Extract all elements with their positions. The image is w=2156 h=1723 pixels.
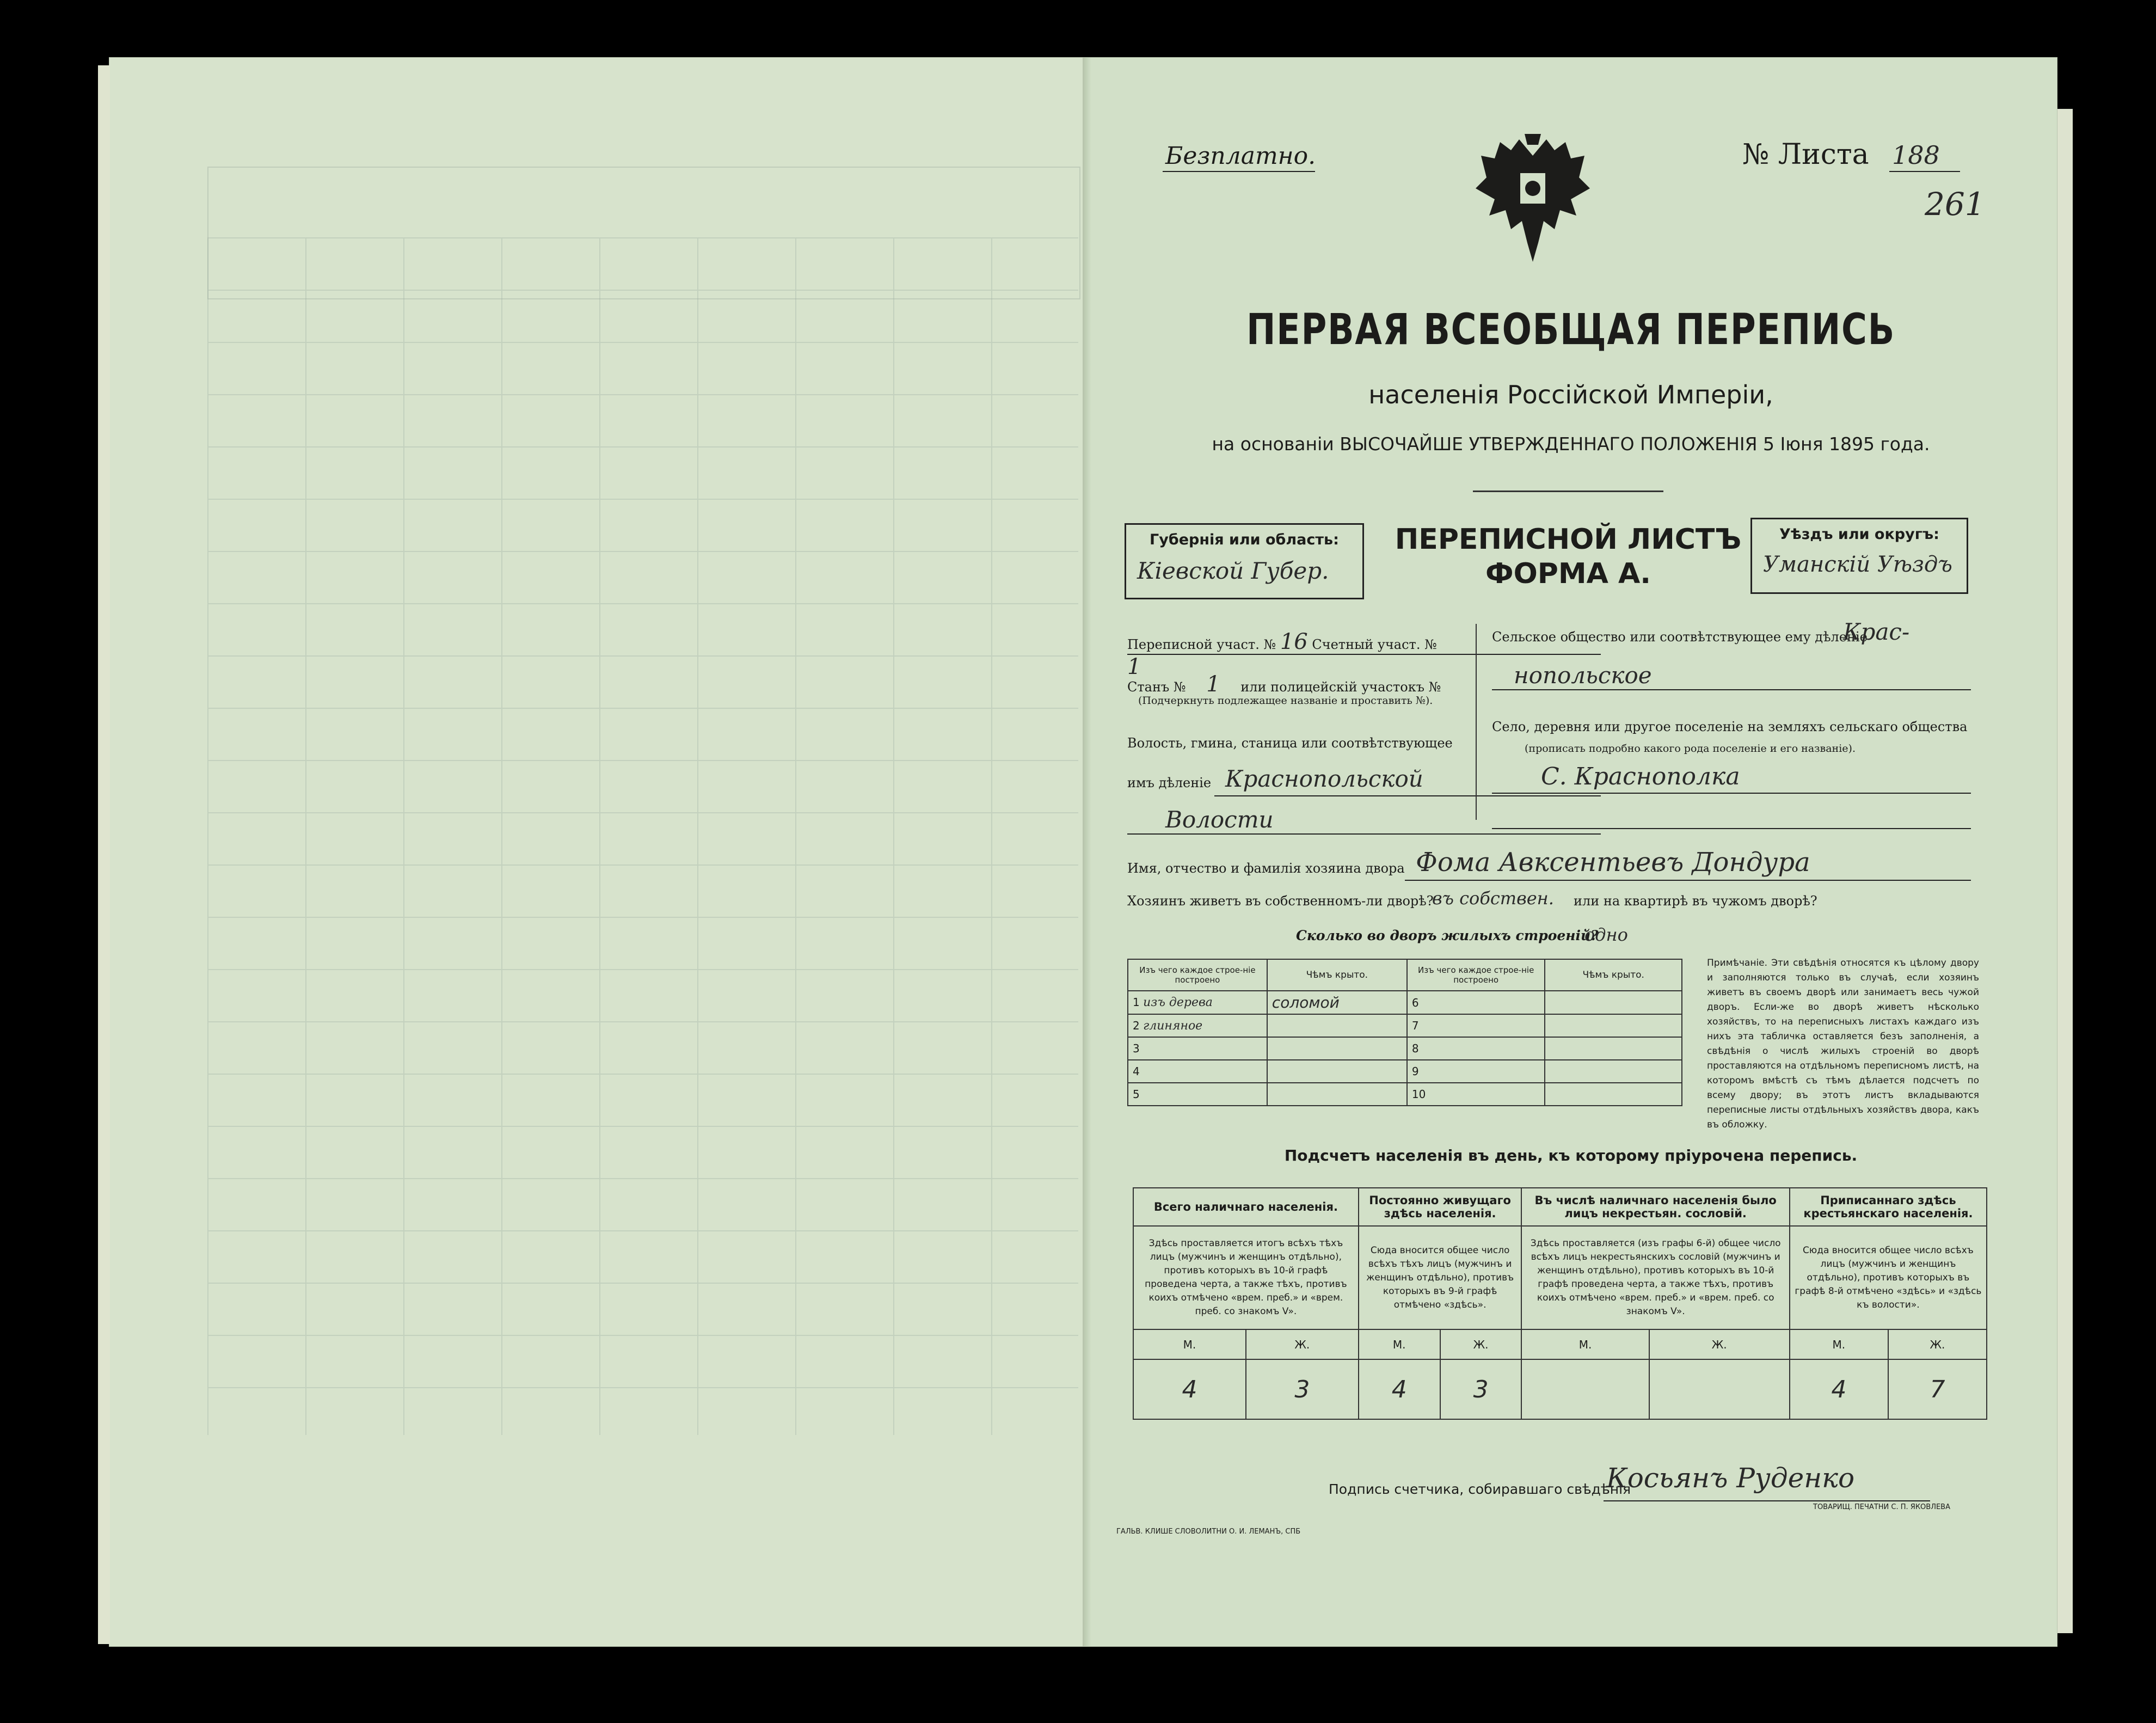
form-subtitle: ФОРМА А. [1485,557,1651,590]
sheet-number-label: № Листа [1742,138,1869,171]
count-col-desc-2: Сюда вносится общее число всѣхъ тѣхъ лицъ (мужчинъ и женщинъ отдѣльно), противъ которыхъ въ 9-й графѣ отмѣчено «здѣсь». [1359,1226,1522,1329]
count-col-head-3: Въ числѣ наличнаго населенія было лицъ некрестьян. сословій. [1521,1188,1789,1226]
material-value: изъ дерева [1143,996,1213,1009]
census-title: ПЕРВАЯ ВСЕОБЩАЯ ПЕРЕПИСЬ [1246,305,1896,354]
fields-divider [1476,624,1477,820]
stan-label: Станъ № [1127,679,1186,695]
count-permanent-female: 3 [1440,1359,1522,1419]
uezd-label: Уѣздъ или округъ: [1779,526,1939,543]
volost-value-2: Волости [1165,806,1274,833]
free-label: Безплатно. [1165,142,1316,170]
count-col-desc-4: Сюда вносится общее число всѣхъ лицъ (мужчинъ и женщинъ отдѣльно), противъ которыхъ въ графѣ 8-й отмѣчено «здѣсь» и «здѣсь къ волости». [1790,1226,1987,1329]
ghost-table-grid [207,237,1078,1435]
female-label: Ж. [1246,1329,1359,1359]
buildings-note: Примѣчаніе. Эти свѣдѣнія относятся къ цѣлому двору и заполняются только въ случаѣ, если хозяинъ живетъ въ своемъ дворѣ или занимаетъ весь чужой дворъ. Если-же во дворѣ живетъ нѣсколько хозяйствъ, то на переписныхъ листахъ каждаго изъ нихъ эта табличка оставляется безъ заполненія, а свѣдѣнія о числѣ жилыхъ строеній во дворѣ проставляются на отдѣльномъ переписномъ листѣ, на которомъ вмѣстѣ съ тѣмъ дѣлается подсчетъ по всему двору; въ этотъ листъ вкладываются переписные листы отдѣльныхъ хозяйствъ двора, какъ въ обложку. [1707,958,1979,1130]
sheet-number-value: 188 [1892,140,1940,170]
count-district-label: Счетный участ. № [1312,637,1437,652]
count-total-male: 4 [1133,1359,1246,1419]
buildings-table [1127,959,1682,1106]
gubernia-label: Губернія или область: [1150,531,1339,548]
material-value: глиняное [1143,1019,1203,1033]
gubernia-value: Кіевской Губер. [1137,557,1329,584]
village-value: С. Краснополка [1541,763,1740,790]
roof-column-header-2: Чѣмъ крыто. [1545,959,1682,991]
male-label: М. [1133,1329,1246,1359]
table-row: 3 8 [1128,1037,1682,1060]
double-headed-eagle-emblem [1473,134,1593,265]
female-label: Ж. [1440,1329,1522,1359]
buildings-value: одно [1584,924,1628,945]
roof-column-header: Чѣмъ крыто. [1267,959,1407,991]
sheet-number-value-2: 261 [1925,186,1985,223]
buildings-label: Сколько во дворъ жилыхъ строеній? [1296,928,1599,943]
table-row: 5 10 [1128,1083,1682,1106]
police-district-label: или полицейскій участокъ № [1240,679,1441,695]
count-col-head-1: Всего наличнаго населенія. [1133,1188,1359,1226]
table-row: 4 9 [1128,1060,1682,1083]
left-page-edge [98,65,110,1644]
signature-label: Подпись счетчика, собиравшаго свѣдѣнія [1329,1481,1631,1497]
table-row: 2 глиняное 7 [1128,1014,1682,1037]
uezd-box [1750,518,1968,594]
lives-label: Хозяинъ живетъ въ собственномъ-ли дворѣ? [1127,893,1434,909]
material-column-header: Изъ чего каждое строе-ніе построено [1128,959,1267,991]
count-total-female: 3 [1246,1359,1359,1419]
gubernia-box [1125,523,1364,599]
lives-value: въ собствен. [1432,888,1554,909]
population-count-table [1133,1187,1987,1420]
roof-value: соломой [1267,991,1407,1014]
male-label: М. [1521,1329,1649,1359]
count-col-desc-1: Здѣсь проставляется итогъ всѣхъ тѣхъ лицъ (мужчинъ и женщинъ отдѣльно), противъ которыхъ въ 10-й графѣ проведена черта, а также тѣхъ, противъ коихъ отмѣчено «врем. преб.» и «врем. преб. со знакомъ V». [1133,1226,1359,1329]
uezd-value: Уманскій Уѣздъ [1763,552,1952,577]
volost-label-2: имъ дѣленіе [1127,775,1212,790]
table-row: 1 изъ дерева соломой 6 [1128,991,1682,1014]
page-fold [1084,58,1091,1646]
count-col-head-4: Приписаннаго здѣсь крестьянскаго населенія. [1790,1188,1987,1226]
society-label: Сельское общество или соотвѣтствующее ему дѣленіе [1492,629,1868,645]
census-district-value: 16 [1280,629,1308,654]
lives-label-2: или на квартирѣ въ чужомъ дворѣ? [1574,893,1817,909]
count-title: Подсчетъ населенія въ день, къ которому пріурочена перепись. [1284,1146,1858,1164]
underline-note: (Подчеркнуть подлежащее названіе и проставить №). [1138,695,1433,707]
owner-value: Фома Авксентьевъ Дондура [1416,847,1810,878]
form-title: ПЕРЕПИСНОЙ ЛИСТЪ [1395,523,1742,556]
right-page [1083,57,2057,1647]
census-subtitle: населенія Россійской Имперіи, [1368,380,1773,409]
owner-label: Имя, отчество и фамилія хозяина двора [1127,861,1405,876]
count-nonpeasant-male [1521,1359,1649,1419]
material-column-header-2: Изъ чего каждое строе-ніе построено [1407,959,1545,991]
village-label: Село, деревня или другое поселеніе на земляхъ сельскаго общества [1492,719,1968,734]
society-value: Крас- [1843,618,1910,645]
count-col-head-2: Постоянно живущаго здѣсь населенія. [1359,1188,1522,1226]
left-page [109,57,1083,1647]
signature-value: Косьянъ Руденко [1606,1462,1855,1494]
printer-right: ТОВАРИЩ. ПЕЧАТНИ С. П. ЯКОВЛЕВА [1813,1503,1950,1511]
male-label: М. [1790,1329,1888,1359]
village-note: (прописать подробно какого рода поселеніе и его названіе). [1525,743,1856,755]
volost-label: Волость, гмина, станица или соотвѣтствующее [1127,735,1453,751]
count-col-desc-3: Здѣсь проставляется (изъ графы 6-й) общее число всѣхъ лицъ некрестьянскихъ сословій (мужчинъ и женщинъ отдѣльно), противъ которыхъ въ 10-й графѣ проведена черта, а также тѣхъ, противъ коихъ отмѣчено «врем. преб.» и «врем. преб. со знакомъ V». [1521,1226,1789,1329]
title-divider [1473,490,1663,492]
female-label: Ж. [1649,1329,1790,1359]
count-permanent-male: 4 [1359,1359,1440,1419]
male-label: М. [1359,1329,1440,1359]
volost-value: Краснопольской [1225,765,1423,792]
count-registered-female: 7 [1888,1359,1987,1419]
stan-value: 1 [1206,672,1220,697]
count-nonpeasant-female [1649,1359,1790,1419]
printer-left: ГАЛЬВ. КЛИШЕ СЛОВОЛИТНИ О. И. ЛЕМАНЪ, СПБ [1116,1528,1301,1536]
census-district-label: Переписной участ. № [1127,637,1276,652]
count-district-value: 1 [1127,654,1141,679]
legal-basis: на основаніи ВЫСОЧАЙШЕ УТВЕРЖДЕННАГО ПОЛОЖЕНІЯ 5 Іюня 1895 года. [1212,433,1930,455]
count-registered-male: 4 [1790,1359,1888,1419]
right-page-edge [2057,109,2073,1633]
female-label: Ж. [1888,1329,1987,1359]
society-value-2: нопольское [1514,662,1652,689]
